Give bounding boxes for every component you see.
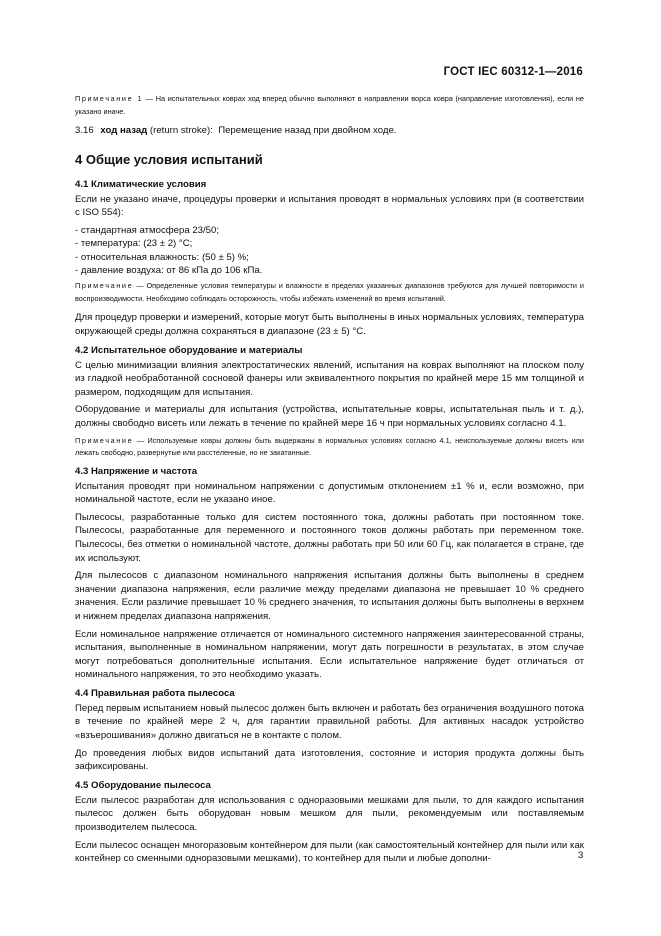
subsection-4-4-title: 4.4 Правильная работа пылесоса: [75, 687, 235, 699]
paragraph: Если не указано иначе, процедуры проверки и испытания проводят в нормальных условиях при (в соответствии с ISO 554):: [75, 193, 584, 219]
subsection-4-2-title: 4.2 Испытательное оборудование и материалы: [75, 344, 303, 356]
paragraph: Если номинальное напряжение отличается от номинального системного напряжения заинтересованной страны, испытания, выполненные в номинальном напряжении, могут дать погрешности в результатах, в этом случае могут потребоваться дополнительные испытания. Если испытательное напряжение будет отличаться от номинального напряжения, то это необходимо указать.: [75, 628, 584, 681]
note-label: Примечание: [75, 281, 134, 291]
list-item: - стандартная атмосфера 23/50;: [75, 224, 220, 236]
subsection-4-5-title: 4.5 Оборудование пылесоса: [75, 779, 211, 791]
subsection-4-1-title: 4.1 Климатические условия: [75, 178, 207, 190]
paragraph: До проведения любых видов испытаний дата изготовления, состояние и история продукта должны быть зафиксированы.: [75, 747, 584, 773]
note-4-1: [75, 280, 584, 305]
note-label: Примечание 1: [75, 94, 144, 103]
definition-english: (return stroke):: [147, 125, 213, 136]
paragraph: Для пылесосов с диапазоном номинального напряжения испытания должны быть выполнены в среднем значении диапазона напряжения, если различие между пределами диапазона не превышает 10 % среднего значения. Если различие превышает 10 % среднего значения, то испытания должны быть выполнены в верхнем и нижнем пределах диапазона напряжения.: [75, 570, 584, 622]
note-label: Примечание: [75, 435, 134, 445]
definition-text: Перемещение назад при двойном ходе.: [218, 125, 397, 136]
conditions-list: [75, 224, 584, 278]
standard-id: ГОСТ IEC 60312-1—2016: [443, 66, 583, 78]
paragraph: Испытания проводят при номинальном напряжении с допустимым отклонением ±1 % и, если возможно, при номинальной частоте, если не указано иное.: [75, 480, 584, 506]
page-content: [75, 93, 584, 870]
paragraph: Оборудование и материалы для испытания (устройства, испытательные ковры, испытательная пыль и т. д.), должны свободно висеть или лежать в течение по крайней мере 16 ч при нормальных условиях согласно 4.1.: [75, 404, 584, 429]
list-item: - давление воздуха: от 86 кПа до 106 кПа.: [75, 265, 263, 276]
paragraph: С целью минимизации влияния электростатических явлений, испытания на коврах выполняют на плоском полу из гладкой необработанной сосновой фанеры или эквивалентного покрытия по крайней мере 15 мм толщиной и размером, подходящим для испытания.: [75, 359, 584, 398]
note-text: — На испытательных коврах ход вперед обычно выполняют в направлении ворса ковра (направление изготовления), если не указано иначе.: [75, 94, 584, 116]
paragraph: Для процедур проверки и измерений, которые могут быть выполнены в иных нормальных условиях, температура окружающей среды должна сохраняться в диапазоне (23 ± 5) °C.: [75, 312, 584, 337]
note-4-2: [75, 435, 584, 460]
definition-3-16: [75, 124, 584, 138]
list-item: - относительная влажность: (50 ± 5) %;: [75, 251, 249, 263]
definition-term: ход назад: [100, 125, 148, 136]
paragraph: Перед первым испытанием новый пылесос должен быть включен и работать без ограничения воздушного потока в течение по крайней мере 2 ч, для гарантии правильной работы. Для активных насадок устройство «взъерошивания» должно двигаться не в контакте с полом.: [75, 702, 584, 742]
paragraph: Если пылесос разработан для использования с одноразовыми мешками для пыли, то для каждого испытания пылесос должен быть оборудован новым мешком для пыли, рекомендуемым или поставляемым производителем пылесоса.: [75, 794, 584, 834]
subsection-4-3-title: 4.3 Напряжение и частота: [75, 465, 198, 477]
page-number: 3: [578, 850, 584, 861]
note-text: — Используемые ковры должны быть выдержаны в нормальных условиях согласно 4.1, неиспользуемые должны висеть или лежать свободно, развернутые или расстеленные, но не закатанные.: [75, 435, 584, 458]
list-item: - температура: (23 ± 2) °C;: [75, 238, 193, 250]
note-1: [75, 93, 584, 118]
paragraph: Если пылесос оснащен многоразовым контейнером для пыли (как самостоятельный контейнер для пыли или как контейнер со сменными одноразовыми мешками), то контейнер для пыли и любые дополни-: [75, 839, 584, 865]
definition-number: 3.16: [75, 125, 94, 136]
section-4-title: 4 Общие условия испытаний: [75, 151, 263, 167]
paragraph: Пылесосы, разработанные только для систем постоянного тока, должны работать при постоянном токе. Пылесосы, разработанные для переменного и постоянного токов должны работать при переменном токе. Пылесосы, без отметки о номинальной частоте, должны работать при 50 или 60 Гц, как полагается в стране, где их используют.: [75, 511, 584, 564]
note-text: — Определенные условия температуры и влажности в пределах указанных диапазонов требуются для лучшей повторимости и воспроизводимости. Необходимо соблюдать осторожность, чтобы избежать изменений во время испытаний.: [75, 281, 584, 303]
